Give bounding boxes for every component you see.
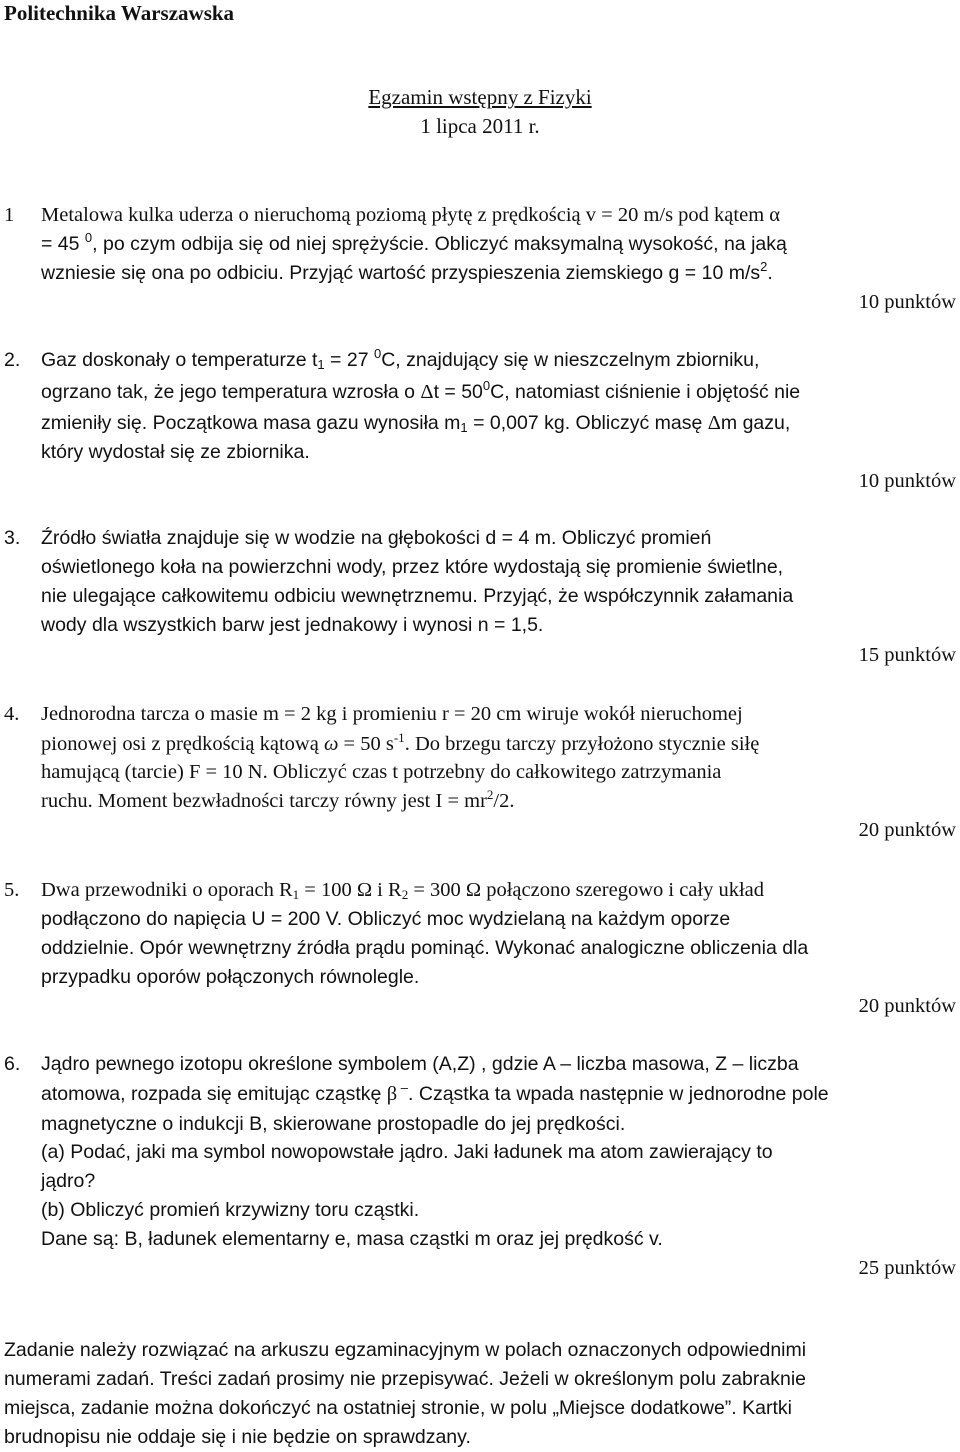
question-6-line-4: (a) Podać, jaki ma symbol nowopowstałe jądro. Jaki ładunek ma atom zawierający to	[41, 1141, 773, 1163]
question-6-line-6: (b) Obliczyć promień krzywizny toru cząstki.	[41, 1199, 420, 1221]
question-1-line-1: Metalowa kulka uderza o nieruchomą poziomą płytę z prędkością v = 20 m/s pod kątem α	[41, 204, 781, 226]
question-3-line-4: wody dla wszystkich barw jest jednakowy i wynosi n = 1,5.	[41, 614, 544, 636]
question-5-line-4: przypadku oporów połączonych równolegle.	[41, 966, 420, 988]
question-3-line-1: Źródło światła znajduje się w wodzie na głębokości d = 4 m. Obliczyć promień	[41, 527, 712, 549]
question-2-points: 10 punktów	[858, 470, 956, 492]
question-5-points: 20 punktów	[858, 995, 956, 1017]
question-3-number: 3.	[4, 527, 21, 549]
question-6-line-3: magnetyczne o indukcji B, skierowane prostopadle do jej prędkości.	[41, 1113, 626, 1135]
question-4-number: 4.	[4, 703, 20, 725]
question-5-line-3: oddzielnie. Opór wewnętrzny źródła prądu pominąć. Wykonać analogiczne obliczenia dla	[41, 937, 809, 959]
exam-date: 1 lipca 2011 r.	[420, 114, 540, 138]
question-4-line-3: hamującą (tarcie) F = 10 N. Obliczyć czas t potrzebny do całkowitego zatrzymania	[41, 761, 722, 783]
question-4-line-4: ruchu. Moment bezwładności tarczy równy jest $I = mr^2/2$.	[41, 787, 515, 812]
question-6-number: 6.	[4, 1053, 21, 1075]
instructions-line-1: Zadanie należy rozwiązać na arkuszu egzaminacyjnym w polach oznaczonych odpowiednimi	[4, 1339, 807, 1361]
question-5-number: 5.	[4, 879, 20, 901]
exam-title: Egzamin wstępny z Fizyki	[368, 85, 592, 109]
question-2-line-2: ogrzano tak, że jego temperatura wzrosła o $\Delta t = 50^0C$, natomiast ciśnienie i objętość nie	[41, 378, 801, 403]
question-4-line-2: pionowej osi z prędkością kątową ω = 50 $s^{-1}$. Do brzegu tarczy przyłożono stycznie siłę	[41, 730, 760, 755]
institution-name: Politechnika Warszawska	[4, 1, 235, 25]
question-5-line-1: Dwa przewodniki o oporach $R_1 = 100$ Ω i $R_2 = 300$ Ω połączono szeregowo i cały układ	[41, 879, 765, 902]
question-3-line-3: nie ulegające całkowitemu odbiciu wewnętrznemu. Przyjąć, że współczynnik załamania	[41, 585, 794, 607]
instructions-line-3: miejsca, zadanie można dokończyć na ostatniej stronie, w polu „Miejsce dodatkowe”. Kartki	[4, 1397, 792, 1419]
question-2-line-3: zmieniły się. Początkowa masa gazu wynosiła $m_1 = 0,007$ kg. Obliczyć masę Δm gazu,	[41, 412, 791, 435]
question-6-line-7: Dane są: B, ładunek elementarny e, masa cząstki m oraz jej prędkość v.	[41, 1228, 663, 1250]
instructions-line-2: numerami zadań. Treści zadań prosimy nie przepisywać. Jeżeli w określonym polu zabraknie	[4, 1368, 807, 1390]
question-1-line-2: = 45 $^0$, po czym odbija się od niej sprężyście. Obliczyć maksymalną wysokość, na jaką	[41, 230, 787, 255]
question-3-points: 15 punktów	[858, 644, 956, 666]
question-4-points: 20 punktów	[858, 819, 956, 841]
question-2-line-1: Gaz doskonały o temperaturze $t_1 = 27$ $^0$C, znajdujący się w nieszczelnym zbiorniku,	[41, 346, 760, 372]
instructions-line-4: brudnopisu nie oddaje się i nie będzie on sprawdzany.	[4, 1426, 471, 1448]
question-3-line-2: oświetlonego koła na powierzchni wody, przez które wydostają się promienie świetlne,	[41, 556, 784, 578]
question-2-number: 2.	[4, 349, 21, 371]
question-6-line-2: atomowa, rozpada się emitując cząstkę β –. Cząstka ta wpada następnie w jednorodne pole	[41, 1080, 829, 1105]
question-1-number: 1	[4, 204, 15, 226]
question-1-points: 10 punktów	[858, 291, 956, 313]
question-2-line-4: który wydostał się ze zbiornika.	[41, 441, 310, 463]
question-6-line-1: Jądro pewnego izotopu określone symbolem (A,Z) , gdzie A – liczba masowa, Z – liczba	[41, 1053, 799, 1075]
question-6-line-5: jądro?	[41, 1170, 96, 1192]
question-6-points: 25 punktów	[858, 1257, 956, 1279]
question-1-line-3: wzniesie się ona po odbiciu. Przyjąć wartość przyspieszenia ziemskiego g = 10 $m/s^2$.	[41, 259, 773, 284]
question-4-line-1: Jednorodna tarcza o masie m = 2 kg i promieniu r = 20 cm wiruje wokół nieruchomej	[41, 703, 743, 725]
question-5-line-2: podłączono do napięcia U = 200 V. Obliczyć moc wydzielaną na każdym oporze	[41, 908, 731, 930]
